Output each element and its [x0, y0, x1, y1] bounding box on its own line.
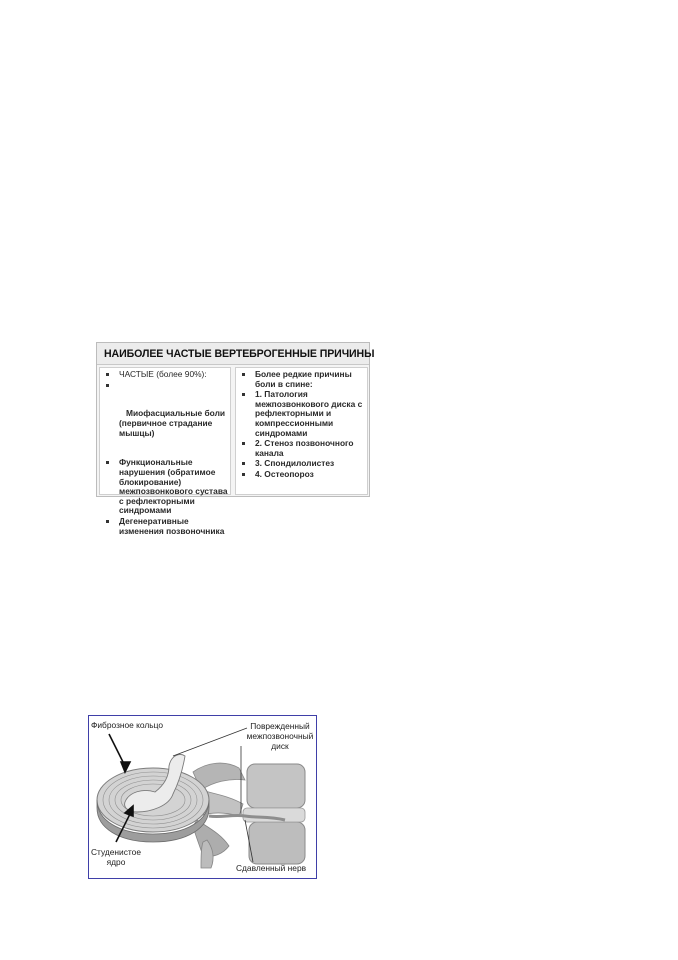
nucleus-label-line: Студенистое: [91, 847, 141, 857]
list-item: Более редкие причины боли в спине:: [242, 370, 365, 389]
bullet-icon: [106, 520, 109, 523]
bullet-icon: [242, 373, 245, 376]
list-item: 4. Остеопороз: [242, 470, 365, 480]
damaged-disc-label-line: межпозвоночный: [246, 731, 314, 741]
list-item: 2. Стеноз позвоночного канала: [242, 439, 365, 458]
bullet-icon: [106, 373, 109, 376]
list-item: Миофасциальные боли (первичное страдание мышцы): [106, 381, 228, 458]
nucleus-label-line: ядро: [106, 857, 126, 867]
rare-causes-list: [242, 370, 365, 480]
list-item: Дегенеративные изменения позвоночника: [106, 517, 228, 536]
damaged-disc-label-line: Поврежденный: [250, 721, 310, 731]
nerve-label: Сдавленный нерв: [236, 863, 307, 873]
list-item: ЧАСТЫЕ (более 90%):: [106, 370, 228, 380]
table-title: НАИБОЛЕЕ ЧАСТЫЕ ВЕРТЕБРОГЕННЫЕ ПРИЧИНЫ: [97, 343, 369, 365]
bullet-icon: [242, 442, 245, 445]
herniated-disc-illustration: [88, 715, 317, 879]
annulus-label: Фиброзное кольцо: [91, 720, 164, 730]
bullet-icon: [242, 473, 245, 476]
bullet-icon: [106, 384, 109, 387]
damaged-disc-label: [235, 721, 317, 751]
list-item: 1. Патология межпозвонкового диска с рефлекторными и компрессионными синдромами: [242, 390, 365, 438]
rare-causes-column: [235, 367, 368, 495]
damaged-disc-label-line: диск: [271, 741, 289, 751]
frequent-causes-list: [106, 370, 228, 536]
vertebral-bodies: [243, 764, 305, 864]
vertebrogenic-causes-table: [96, 342, 375, 536]
bullet-icon: [242, 462, 245, 465]
frequent-causes-column: [99, 367, 231, 536]
bullet-icon: [242, 393, 245, 396]
bullet-icon: [106, 461, 109, 464]
list-item: 3. Спондилолистез: [242, 459, 365, 469]
list-item: Функциональные нарушения (обратимое блокирование) межпозвонкового сустава с рефлекторными синдромами: [106, 458, 228, 516]
nucleus-label: [91, 847, 141, 867]
